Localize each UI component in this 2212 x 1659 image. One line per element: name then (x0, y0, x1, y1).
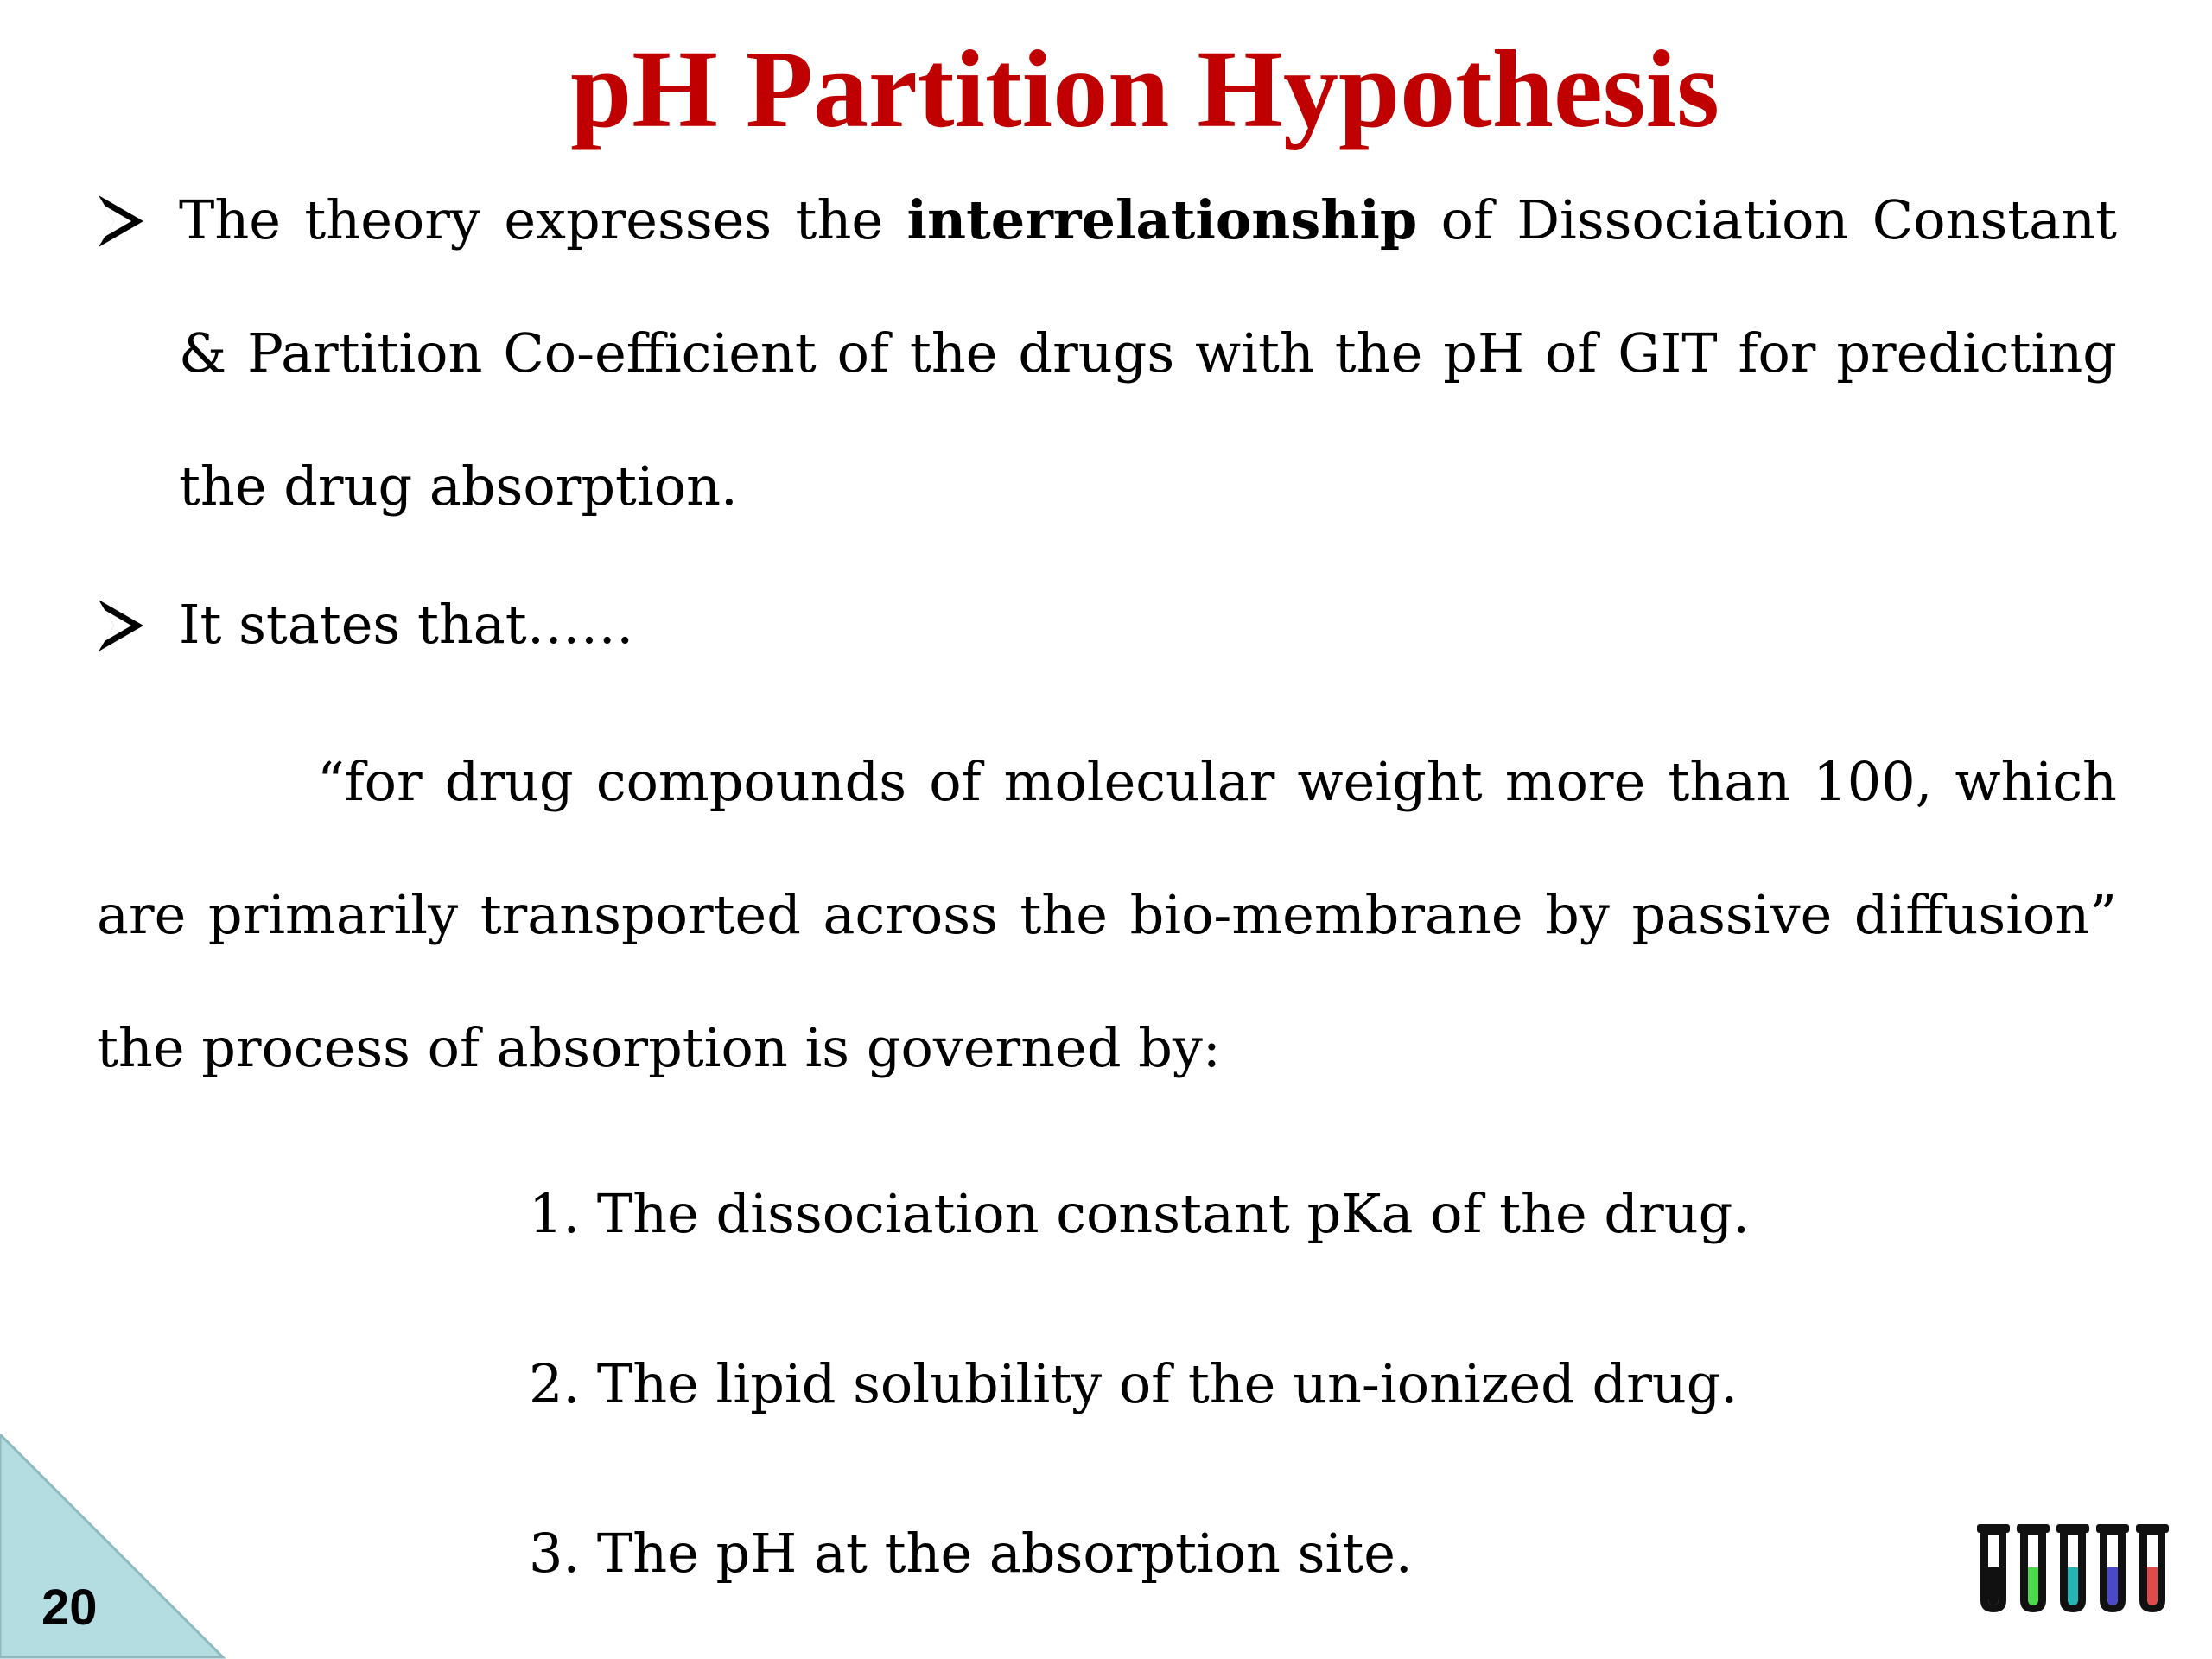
test-tube-icon (2136, 1524, 2169, 1612)
quote-paragraph: “for drug compounds of molecular weight more than 100, which are primarily transported across the bio-membrane by passive diffusion” the process of absorption is governed by: (97, 750, 2117, 1079)
test-tubes-icon (1972, 1522, 2179, 1618)
slide-title: pH Partition Hypothesis (570, 28, 1719, 150)
bullet-item-theory (97, 154, 2117, 553)
bullet-text: It states that…… (179, 593, 634, 656)
test-tube-icon (1977, 1524, 2010, 1612)
slide-number: 20 (41, 1580, 98, 1636)
arrow-bullet-icon (97, 558, 154, 691)
arrow-bullet-icon (97, 154, 154, 287)
test-tube-icon (2096, 1524, 2129, 1612)
factor-item-1: 1. The dissociation constant pKa of the drug. (529, 1182, 1751, 1245)
factor-item-2: 2. The lipid solubility of the un-ionized drug. (529, 1352, 1738, 1415)
bullet-text-start: The theory expresses the (179, 188, 907, 251)
factor-item-3: 3. The pH at the absorption site. (529, 1522, 1413, 1585)
bullet-item-statement (97, 558, 2117, 691)
test-tube-icon (2056, 1524, 2089, 1612)
bullet-text-emphasis: interrelationship (906, 188, 1418, 251)
corner-triangle (0, 1434, 226, 1659)
test-tube-icon (2017, 1524, 2050, 1612)
bullet-text (179, 154, 2117, 553)
bullet-text-end: of Dissociation Constant & Partition Co-efficient of the drugs with the pH of GIT for predicting the drug absorption. (179, 188, 2117, 518)
